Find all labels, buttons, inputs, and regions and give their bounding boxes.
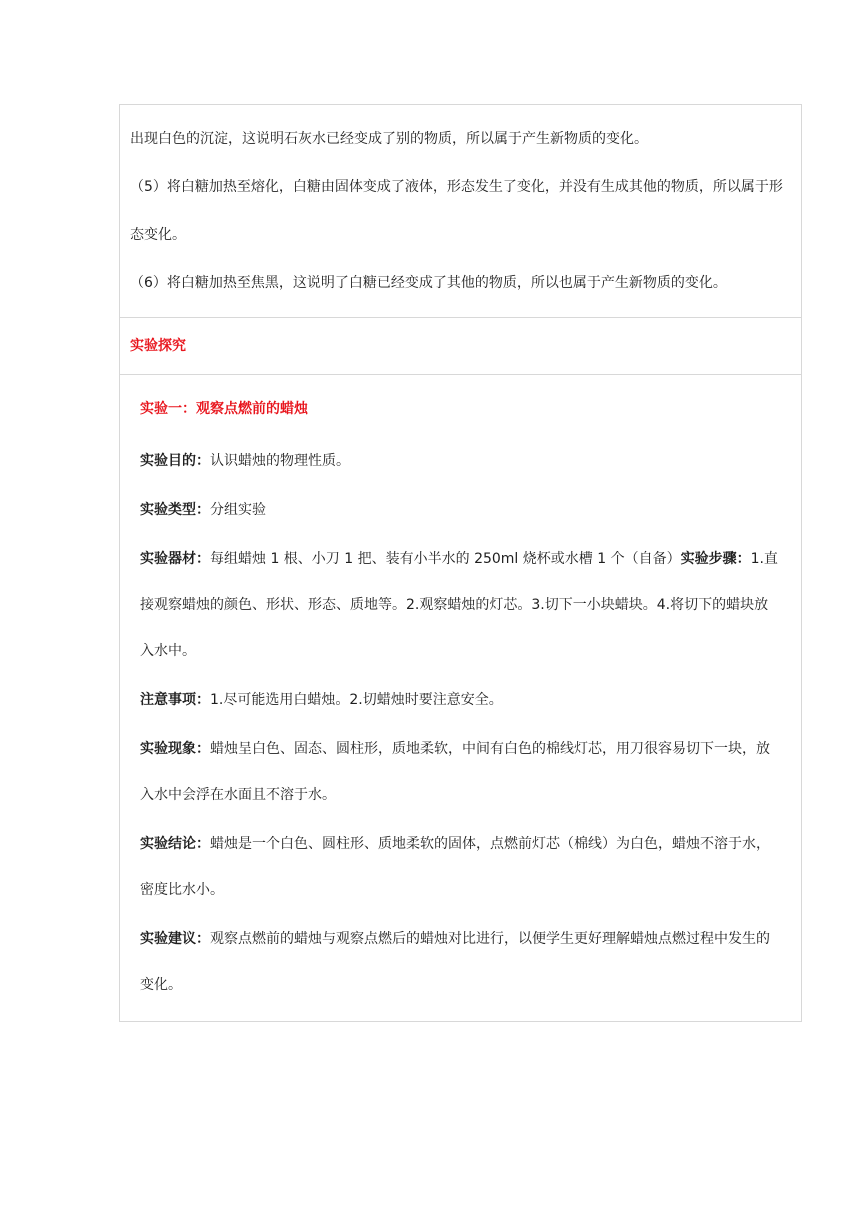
section-heading: 实验探究 <box>130 338 186 354</box>
intro-paragraph-3: （6）将白糖加热至焦黑，这说明了白糖已经变成了其他的物质，所以也属于产生新物质的变化。 <box>130 275 727 291</box>
item-label: 实验器材： <box>140 551 210 567</box>
item-text: 认识蜡烛的物理性质。 <box>210 453 350 469</box>
item-label: 实验结论： <box>140 836 210 852</box>
item-label: 注意事项： <box>140 692 210 708</box>
item-text: 观察点燃前的蜡烛与观察点燃后的蜡烛对比进行，以便学生更好理解蜡烛点燃过程中发生的变化。 <box>140 931 770 993</box>
item-text: 分组实验 <box>210 502 266 518</box>
item-conclusion <box>140 821 781 913</box>
item-text-steps: 1.直接观察蜡烛的颜色、形状、形态、质地等。2.观察蜡烛的灯芯。3.切下一小块蜡块。4.将切下的蜡块放入水中。 <box>140 551 778 659</box>
intro-paragraph-1: 出现白色的沉淀，这说明石灰水已经变成了别的物质，所以属于产生新物质的变化。 <box>130 131 648 147</box>
experiment-cell <box>120 374 801 1021</box>
item-text: 1.尽可能选用白蜡烛。2.切蜡烛时要注意安全。 <box>210 692 503 708</box>
item-label: 实验目的： <box>140 453 210 469</box>
experiment-title: 实验一：观察点燃前的蜡烛 <box>140 401 308 417</box>
document-table <box>119 104 802 1022</box>
item-phenomenon <box>140 726 781 818</box>
item-suggestion <box>140 916 781 1008</box>
item-text: 蜡烛是一个白色、圆柱形、质地柔软的固体，点燃前灯芯（棉线）为白色，蜡烛不溶于水，密度比水小。 <box>140 836 770 898</box>
section-heading-cell <box>120 317 801 374</box>
item-label: 实验类型： <box>140 502 210 518</box>
item-type <box>140 487 781 533</box>
item-label: 实验建议： <box>140 931 210 947</box>
item-label-steps: 实验步骤： <box>680 551 751 567</box>
intro-paragraph-2: （5）将白糖加热至熔化，白糖由固体变成了液体，形态发生了变化，并没有生成其他的物质，所以属于形态变化。 <box>130 179 783 243</box>
item-text: 每组蜡烛 1 根、小刀 1 把、装有小半水的 250ml 烧杯或水槽 1 个（自备） <box>210 551 681 567</box>
item-label: 实验现象： <box>140 741 210 757</box>
item-notes <box>140 677 781 723</box>
intro-cell <box>120 105 801 317</box>
item-equipment-and-steps <box>140 536 781 674</box>
item-purpose <box>140 438 781 484</box>
item-text: 蜡烛呈白色、固态、圆柱形，质地柔软，中间有白色的棉线灯芯，用刀很容易切下一块，放入水中会浮在水面且不溶于水。 <box>140 741 770 803</box>
